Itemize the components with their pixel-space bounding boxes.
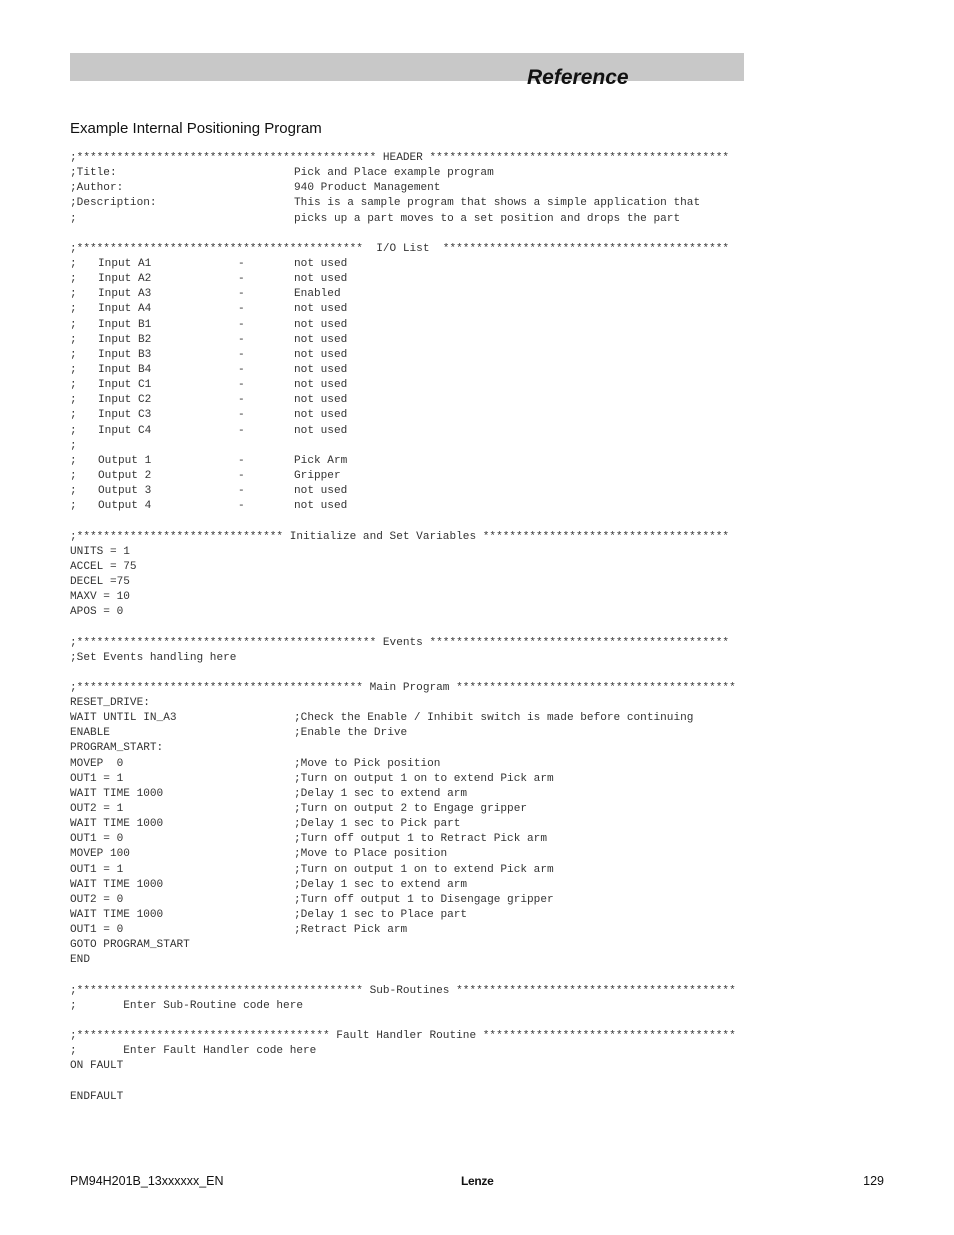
footer-brand-logo: Lenze xyxy=(461,1174,494,1188)
io-input-row xyxy=(70,408,890,423)
main-comment: ;Delay 1 sec to extend arm xyxy=(294,787,468,800)
main-code: MOVEP 0 xyxy=(70,757,124,770)
io-output-row xyxy=(70,469,890,484)
io-prefix: ; xyxy=(70,363,77,376)
main-comment: ;Enable the Drive xyxy=(294,727,408,740)
io-dash: - xyxy=(238,424,245,437)
io-prefix: ; xyxy=(70,485,77,498)
io-input-row xyxy=(70,318,890,333)
io-prefix: ; xyxy=(70,379,77,392)
blank-line xyxy=(70,666,890,681)
io-value: not used xyxy=(294,303,348,316)
main-program-line xyxy=(70,938,890,953)
io-dash: - xyxy=(238,485,245,498)
code-listing xyxy=(70,151,890,1121)
init-banner: ;******************************* Initialize and Set Variables ************************************* xyxy=(70,530,730,543)
io-label: Output 4 xyxy=(98,500,152,513)
main-code: OUT1 = 1 xyxy=(70,863,124,876)
main-comment: ;Delay 1 sec to Pick part xyxy=(294,818,461,831)
main-code: GOTO PROGRAM_START xyxy=(70,939,190,952)
io-label: Input C3 xyxy=(98,409,152,422)
events-banner: ;********************************************* Events ********************************************* xyxy=(70,636,730,649)
io-prefix: ; xyxy=(70,257,77,270)
init-code: APOS = 0 xyxy=(70,606,124,619)
io-dash: - xyxy=(238,318,245,331)
io-prefix: ; xyxy=(70,394,77,407)
io-label: Input C1 xyxy=(98,379,152,392)
io-label: Input A2 xyxy=(98,273,152,286)
io-separator: ; xyxy=(70,439,77,452)
io-input-row xyxy=(70,393,890,408)
main-comment: ;Turn off output 1 to Disengage gripper xyxy=(294,893,554,906)
io-prefix: ; xyxy=(70,500,77,513)
io-dash: - xyxy=(238,273,245,286)
description-line: ;Description: This is a sample program that shows a simple application that xyxy=(70,197,701,210)
io-input-row xyxy=(70,287,890,302)
io-value: not used xyxy=(294,394,348,407)
io-prefix: ; xyxy=(70,318,77,331)
io-value: not used xyxy=(294,257,348,270)
description-line-2: ; picks up a part moves to a set position and drops the part xyxy=(70,212,681,225)
main-program-line xyxy=(70,802,890,817)
io-label: Input B4 xyxy=(98,363,152,376)
main-comment: ;Turn on output 2 to Engage gripper xyxy=(294,803,528,816)
main-code: WAIT TIME 1000 xyxy=(70,878,164,891)
author-line: ;Author: 940 Product Management xyxy=(70,182,441,195)
io-value: not used xyxy=(294,333,348,346)
main-code: RESET_DRIVE: xyxy=(70,697,150,710)
io-dash: - xyxy=(238,303,245,316)
main-code: WAIT TIME 1000 xyxy=(70,909,164,922)
io-output-row xyxy=(70,499,890,514)
main-comment: ;Turn on output 1 on to extend Pick arm xyxy=(294,772,554,785)
io-value: Gripper xyxy=(294,469,341,482)
main-program-line xyxy=(70,817,890,832)
main-program-line xyxy=(70,741,890,756)
main-comment: ;Delay 1 sec to extend arm xyxy=(294,878,468,891)
io-dash: - xyxy=(238,257,245,270)
io-label: Input A1 xyxy=(98,257,152,270)
footer-doc-id: PM94H201B_13xxxxxx_EN xyxy=(70,1174,224,1188)
fault-code: ; Enter Fault Handler code here xyxy=(70,1045,317,1058)
io-dash: - xyxy=(238,333,245,346)
fault-code: ON FAULT xyxy=(70,1060,124,1073)
io-dash: - xyxy=(238,288,245,301)
io-banner: ;******************************************* I/O List ******************************************* xyxy=(70,242,730,255)
main-code: MOVEP 100 xyxy=(70,848,130,861)
main-program-line xyxy=(70,893,890,908)
io-value: Enabled xyxy=(294,288,341,301)
init-line xyxy=(70,590,890,605)
io-input-row xyxy=(70,257,890,272)
io-prefix: ; xyxy=(70,424,77,437)
io-label: Input B3 xyxy=(98,348,152,361)
io-dash: - xyxy=(238,394,245,407)
main-program-line xyxy=(70,696,890,711)
section-title: Example Internal Positioning Program xyxy=(70,120,322,137)
io-label: Output 3 xyxy=(98,485,152,498)
main-comment: ;Check the Enable / Inhibit switch is made before continuing xyxy=(294,712,694,725)
main-code: END xyxy=(70,954,90,967)
io-input-row xyxy=(70,302,890,317)
main-program-line xyxy=(70,711,890,726)
io-input-row xyxy=(70,363,890,378)
io-prefix: ; xyxy=(70,333,77,346)
main-program-line xyxy=(70,726,890,741)
blank-line xyxy=(70,969,890,984)
main-code: OUT1 = 0 xyxy=(70,924,124,937)
main-program-line xyxy=(70,923,890,938)
io-input-row xyxy=(70,378,890,393)
io-label: Input B1 xyxy=(98,318,152,331)
init-line xyxy=(70,605,890,620)
io-input-row xyxy=(70,272,890,287)
main-program-line xyxy=(70,908,890,923)
io-label: Output 2 xyxy=(98,469,152,482)
fault-line xyxy=(70,1044,890,1059)
init-line xyxy=(70,575,890,590)
main-code: OUT2 = 0 xyxy=(70,893,124,906)
io-value: not used xyxy=(294,424,348,437)
io-value: not used xyxy=(294,273,348,286)
io-value: not used xyxy=(294,363,348,376)
main-code: WAIT UNTIL IN_A3 xyxy=(70,712,177,725)
init-code: ACCEL = 75 xyxy=(70,560,137,573)
io-output-row xyxy=(70,484,890,499)
main-program-line xyxy=(70,863,890,878)
init-line xyxy=(70,545,890,560)
sub-banner: ;******************************************* Sub-Routines ****************************************** xyxy=(70,984,736,997)
main-program-line xyxy=(70,878,890,893)
footer-page-number: 129 xyxy=(863,1174,884,1188)
main-code: WAIT TIME 1000 xyxy=(70,787,164,800)
init-line xyxy=(70,560,890,575)
io-label: Input C4 xyxy=(98,424,152,437)
main-code: OUT1 = 1 xyxy=(70,772,124,785)
main-program-line xyxy=(70,953,890,968)
blank-line xyxy=(70,514,890,529)
io-output-row xyxy=(70,454,890,469)
io-value: Pick Arm xyxy=(294,454,348,467)
main-code: PROGRAM_START: xyxy=(70,742,164,755)
io-prefix: ; xyxy=(70,469,77,482)
init-code: MAXV = 10 xyxy=(70,591,130,604)
io-prefix: ; xyxy=(70,454,77,467)
events-line: ;Set Events handling here xyxy=(70,651,237,664)
init-code: DECEL =75 xyxy=(70,575,130,588)
io-dash: - xyxy=(238,363,245,376)
fault-line xyxy=(70,1075,890,1090)
io-label: Output 1 xyxy=(98,454,152,467)
blank-line xyxy=(70,1014,890,1029)
io-value: not used xyxy=(294,500,348,513)
main-comment: ;Retract Pick arm xyxy=(294,924,408,937)
io-dash: - xyxy=(238,469,245,482)
io-input-row xyxy=(70,333,890,348)
main-program-line xyxy=(70,772,890,787)
io-value: not used xyxy=(294,348,348,361)
io-label: Input A4 xyxy=(98,303,152,316)
io-prefix: ; xyxy=(70,409,77,422)
header-banner: ;********************************************* HEADER ********************************************* xyxy=(70,152,730,164)
io-prefix: ; xyxy=(70,348,77,361)
io-dash: - xyxy=(238,409,245,422)
fault-code: ENDFAULT xyxy=(70,1090,124,1103)
io-dash: - xyxy=(238,454,245,467)
io-value: not used xyxy=(294,318,348,331)
main-code: ENABLE xyxy=(70,727,110,740)
io-value: not used xyxy=(294,409,348,422)
main-code: WAIT TIME 1000 xyxy=(70,818,164,831)
io-label: Input A3 xyxy=(98,288,152,301)
main-comment: ;Turn on output 1 on to extend Pick arm xyxy=(294,863,554,876)
io-label: Input B2 xyxy=(98,333,152,346)
fault-line xyxy=(70,1090,890,1105)
io-value: not used xyxy=(294,379,348,392)
fault-line xyxy=(70,1059,890,1074)
sub-line: ; Enter Sub-Routine code here xyxy=(70,999,304,1012)
io-input-row xyxy=(70,424,890,439)
title-line: ;Title: Pick and Place example program xyxy=(70,167,494,180)
main-banner: ;******************************************* Main Program ****************************************** xyxy=(70,681,736,694)
main-comment: ;Turn off output 1 to Retract Pick arm xyxy=(294,833,547,846)
io-prefix: ; xyxy=(70,273,77,286)
io-dash: - xyxy=(238,348,245,361)
io-label: Input C2 xyxy=(98,394,152,407)
fault-banner: ;************************************** Fault Handler Routine ************************************** xyxy=(70,1030,736,1043)
io-input-row xyxy=(70,348,890,363)
main-comment: ;Move to Pick position xyxy=(294,757,441,770)
io-prefix: ; xyxy=(70,288,77,301)
page-header-title: Reference xyxy=(527,66,629,89)
main-comment: ;Delay 1 sec to Place part xyxy=(294,909,468,922)
main-code: OUT1 = 0 xyxy=(70,833,124,846)
io-dash: - xyxy=(238,500,245,513)
init-code: UNITS = 1 xyxy=(70,545,130,558)
blank-line xyxy=(70,620,890,635)
header-bar xyxy=(70,53,744,81)
main-program-line xyxy=(70,847,890,862)
main-comment: ;Move to Place position xyxy=(294,848,448,861)
io-dash: - xyxy=(238,379,245,392)
io-value: not used xyxy=(294,485,348,498)
io-prefix: ; xyxy=(70,303,77,316)
main-program-line xyxy=(70,832,890,847)
main-program-line xyxy=(70,757,890,772)
main-program-line xyxy=(70,787,890,802)
main-code: OUT2 = 1 xyxy=(70,803,124,816)
blank-line xyxy=(70,227,890,242)
